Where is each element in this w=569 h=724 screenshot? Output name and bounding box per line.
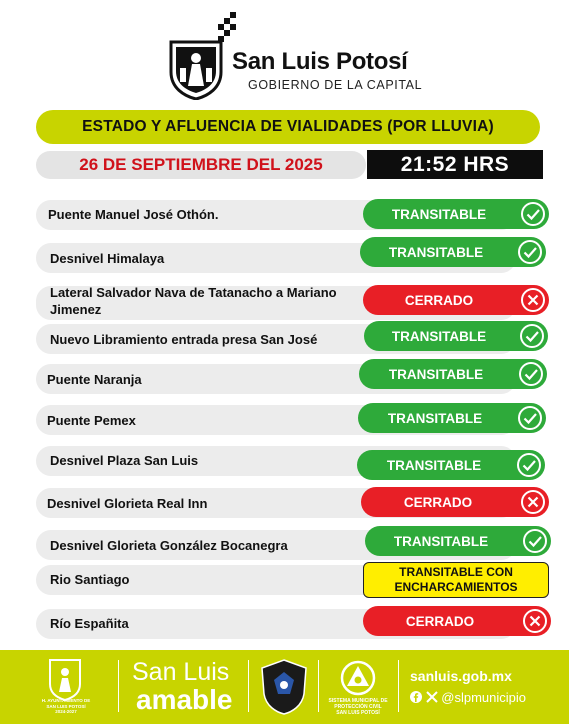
report-title-bar — [36, 110, 540, 144]
road-name: Desnivel Himalaya — [50, 251, 165, 266]
status-closed — [363, 285, 549, 315]
status-open — [360, 237, 546, 267]
check-circle-icon — [519, 323, 545, 349]
report-title: ESTADO Y AFLUENCIA DE VIALIDADES (POR LLUVIA) — [82, 118, 494, 135]
status-label: TRANSITABLE — [386, 457, 482, 473]
coat-of-arms-icon — [168, 38, 224, 100]
date-bar — [36, 151, 366, 179]
road-name: Desnivel Plaza San Luis — [50, 453, 199, 468]
pc-caption-line: SAN LUIS POTOSÍ — [336, 710, 380, 716]
status-label: CERRADO — [405, 613, 475, 629]
status-label: TRANSITABLE — [387, 410, 483, 426]
report-date: 26 DE SEPTIEMBRE DEL 2025 — [79, 155, 323, 174]
status-open — [359, 359, 547, 389]
road-name: Puente Pemex — [47, 413, 136, 428]
road-name: Desnivel Glorieta González Bocanegra — [50, 538, 288, 553]
road-name: Puente Naranja — [47, 372, 142, 387]
amable-logo-line1: San Luis — [132, 658, 230, 686]
pc-caption-line: PROTECCIÓN CIVIL — [334, 704, 382, 710]
check-circle-icon — [522, 528, 548, 554]
footer-divider — [248, 660, 249, 712]
amable-logo-line2: amable — [136, 684, 233, 715]
website-link[interactable]: sanluis.gob.mx — [410, 668, 512, 684]
status-label: TRANSITABLE — [391, 206, 487, 222]
social-handle[interactable]: @slpmunicipio — [441, 690, 526, 705]
road-name: Río Españita — [50, 616, 129, 631]
road-name: Puente Manuel José Othón. — [48, 207, 219, 222]
brand-subtitle: GOBIERNO DE LA CAPITAL — [248, 78, 423, 92]
emblem-caption-line: 2024-2027 — [55, 709, 77, 714]
status-label-line1: TRANSITABLE CON — [399, 565, 513, 579]
status-label: TRANSITABLE — [388, 366, 484, 382]
road-name: Rio Santiago — [50, 572, 130, 587]
facebook-icon[interactable] — [410, 691, 422, 703]
police-badge-icon — [258, 658, 310, 716]
check-circle-icon — [518, 361, 544, 387]
footer-divider — [118, 660, 119, 712]
status-closed — [361, 487, 549, 517]
status-closed — [363, 606, 551, 636]
social-handle-row — [410, 690, 526, 705]
check-circle-icon — [517, 239, 543, 265]
status-label-line2: ENCHARCAMIENTOS — [394, 580, 518, 594]
emblem-caption-line: H. AYUNTAMIENTO DE — [41, 698, 91, 703]
status-label: TRANSITABLE — [391, 328, 487, 344]
emblem-caption — [28, 698, 104, 715]
status-open — [357, 450, 545, 480]
check-circle-icon — [516, 452, 542, 478]
x-circle-icon — [520, 287, 546, 313]
status-flooded — [363, 562, 549, 598]
status-label: CERRADO — [404, 292, 474, 308]
header-logo — [168, 12, 423, 98]
footer — [0, 650, 569, 724]
x-circle-icon — [520, 489, 546, 515]
road-name: Desnivel Glorieta Real Inn — [47, 496, 208, 511]
status-label: TRANSITABLE — [388, 244, 484, 260]
check-circle-icon — [517, 405, 543, 431]
status-label: CERRADO — [403, 494, 473, 510]
status-open — [365, 526, 551, 556]
time-bar — [367, 150, 543, 179]
brand-name: San Luis Potosí — [232, 48, 408, 75]
x-circle-icon — [522, 608, 548, 634]
road-name-line2: Jimenez — [50, 302, 102, 317]
pc-caption-line: SISTEMA MUNICIPAL DE — [328, 698, 388, 704]
status-open — [363, 199, 549, 229]
x-icon[interactable] — [426, 691, 438, 703]
status-open — [364, 321, 548, 351]
footer-divider — [398, 660, 399, 712]
civil-protection-icon — [340, 660, 376, 696]
status-open — [358, 403, 546, 433]
report-time: 21:52 HRS — [400, 152, 510, 176]
road-name-line1: Lateral Salvador Nava de Tatanacho a Mariano — [50, 285, 337, 300]
check-circle-icon — [520, 201, 546, 227]
civil-protection-caption — [318, 698, 398, 716]
road-name: Nuevo Libramiento entrada presa San José — [50, 332, 318, 347]
status-label: TRANSITABLE — [393, 533, 489, 549]
emblem-caption-line: SAN LUIS POTOSÍ — [46, 703, 86, 709]
